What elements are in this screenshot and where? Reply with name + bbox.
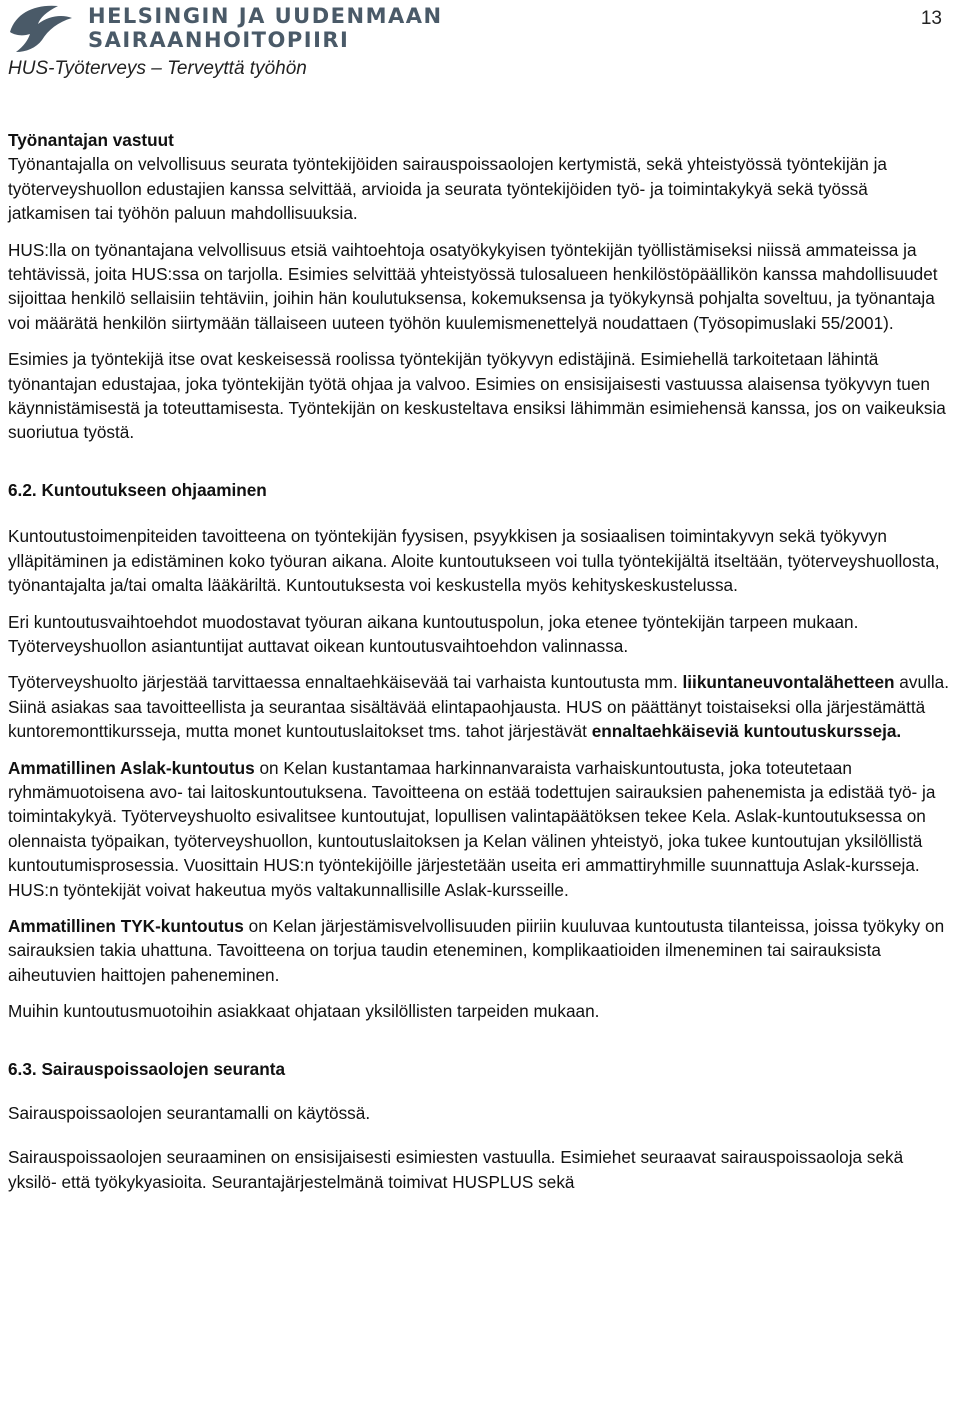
employer-responsibility-heading: Työnantajan vastuut (8, 130, 174, 150)
rehab-paragraph-3 (8, 670, 954, 743)
page-header (0, 0, 960, 90)
rehab-paragraph-2: Eri kuntoutusvaihtoehdot muodostavat työuran aikana kuntoutuspolun, joka etenee työntekijän tarpeen mukaan. Työterveyshuollon asiantuntijat auttavat oikean kuntoutusvaihtoehdon valinnassa. (8, 611, 859, 656)
employer-paragraph-3: Esimies ja työntekijä itse ovat keskeisessä roolissa työntekijän työkyvyn edistäjinä. Esimiehellä tarkoitetaan lähintä työnantajan edustajaa, joka työntekijän työtä ohjaa ja valvoo. Esimies on ensisijaisesti vastuussa alaisensa työkyvyn tuen käynnistämisestä ja toteuttamisesta. Työntekijän on keskusteltava ensiksi lähimmän esimiehensä kanssa, jos on vaikeuksia suoriutua työstä. (8, 349, 946, 443)
rehab-p3-bold-term: liikuntaneuvontalähetteen (682, 672, 895, 693)
tyk-term: Ammatillinen TYK-kuntoutus (8, 915, 244, 936)
hus-bird-logo-icon (6, 2, 76, 54)
section-6-3-heading: 6.3. Sairauspoissaolojen seuranta (8, 1058, 286, 1079)
aslak-text: on Kelan kustantamaa harkinnanvaraista varhaiskuntoutusta, joka toteutetaan ryhmämuotoisena avo- tai laitoskuntoutuksena. Tavoitteena on estää todettujen sairauksien pahenemista ja edistää työ- ja toimintakykyä. Työterveyshuolto esivalitsee kuntoutujat, lopullisen valintapäätöksen tekee Kela. Aslak-kuntoutuksessa on olennaista työpaikan, työterveyshuollon, kuntoutuslaitoksen ja Kelan välinen yhteistyö, joka tukee kuntoutujan yksilöllistä kuntoutumisprosessia. Vuosittain HUS:n työntekijöille järjestetään useita eri ammattiryhmille suunnattuja Aslak-kursseja. HUS:n työntekijät voivat hakeutua myös valtakunnallisille Aslak-kursseille. (8, 757, 936, 900)
aslak-term: Ammatillinen Aslak-kuntoutus (8, 757, 255, 778)
organization-name-line2: SAIRAANHOITOPIIRI (88, 28, 350, 52)
sick-leave-paragraph-2: Sairauspoissaolojen seuraaminen on ensisijaisesti esimiesten vastuulla. Esimiehet seuraavat sairauspoissaoloja sekä yksilö- että työkykyasioita. Seurantajärjestelmänä toimivat HUSPLUS sekä (8, 1147, 904, 1192)
rehab-p3-text-c: avulla. Siinä asiakas saa tavoitteellista ja seurantaa sisältävää elintapaohjausta. HUS on päättänyt toistaiseksi olla järjestämättä kuntoremonttikursseja, mutta monet kuntoutuslaitokset tms. tahot järjestävät (8, 672, 949, 742)
document-body (8, 128, 954, 1194)
rehab-paragraph-other: Muihin kuntoutusmuotoihin asiakkaat ohjataan yksilöllisten tarpeiden mukaan. (8, 1001, 600, 1022)
sick-leave-paragraph-1: Sairauspoissaolojen seurantamalli on käytössä. (8, 1103, 371, 1123)
rehab-p3-bold-courses: ennaltaehkäiseviä kuntoutuskursseja. (591, 721, 902, 742)
rehab-paragraph-aslak (8, 756, 954, 902)
tyk-text: on Kelan järjestämisvelvollisuuden piiriin kuuluvaa kuntoutusta tilanteissa, joissa työkyky on sairauksien takia uhattuna. Tavoitteena on torjua taudin eteneminen, komplikaatioiden ilmeneminen tai sairauksista aiheutuvien haittojen paheneminen. (8, 915, 945, 985)
section-6-2-heading: 6.2. Kuntoutukseen ohjaaminen (8, 479, 267, 500)
rehab-p3-text-a: Työterveyshuolto järjestää tarvittaessa ennaltaehkäisevää tai varhaista kuntoutusta mm. (8, 672, 683, 693)
rehab-paragraph-tyk (8, 914, 954, 987)
page-number: 13 (920, 8, 942, 29)
document-subtitle: HUS-Työterveys – Terveyttä työhön (8, 58, 307, 79)
organization-name-line1: HELSINGIN JA UUDENMAAN (88, 4, 443, 28)
employer-paragraph-1: Työnantajalla on velvollisuus seurata työntekijöiden sairauspoissaolojen kertymistä, sekä yhteistyössä työntekijän ja työterveyshuollon edustajien kanssa selvittää, arvioida ja seurata työntekijöiden työ- ja toimintakykyä sekä työssä jatkamisen tai työhön paluun mahdollisuuksia. (8, 154, 887, 224)
rehab-paragraph-1: Kuntoutustoimenpiteiden tavoitteena on työntekijän fyysisen, psyykkisen ja sosiaalisen toimintakyvyn sekä työkyvyn ylläpitäminen ja edistäminen koko työuran aikana. Aloite kuntoutukseen voi tulla työntekijältä itseltään, työterveyshuollosta, työnantajalta ja/tai omalta lääkäriltä. Kuntoutuksesta voi keskustella myös kehityskeskustelussa. (8, 526, 940, 596)
employer-paragraph-2: HUS:lla on työnantajana velvollisuus etsiä vaihtoehtoja osatyökykyisen työntekijän työllistämiseksi niissä ammateissa ja tehtävissä, joita HUS:ssa on tarjolla. Esimies selvittää yhteistyössä tulosalueen henkilöstöpäällikön kanssa mahdollisuudet sijoittaa henkilö sellaisiin tehtäviin, joihin hän koulutuksensa, kokemuksensa ja työkykynsä pohjalta soveltuu, ja työnantaja voi määrätä henkilön siirtymään tällaiseen uuteen työhön kuulemismenettelyä noudattaen (Työsopimuslaki 55/2001). (8, 239, 938, 333)
